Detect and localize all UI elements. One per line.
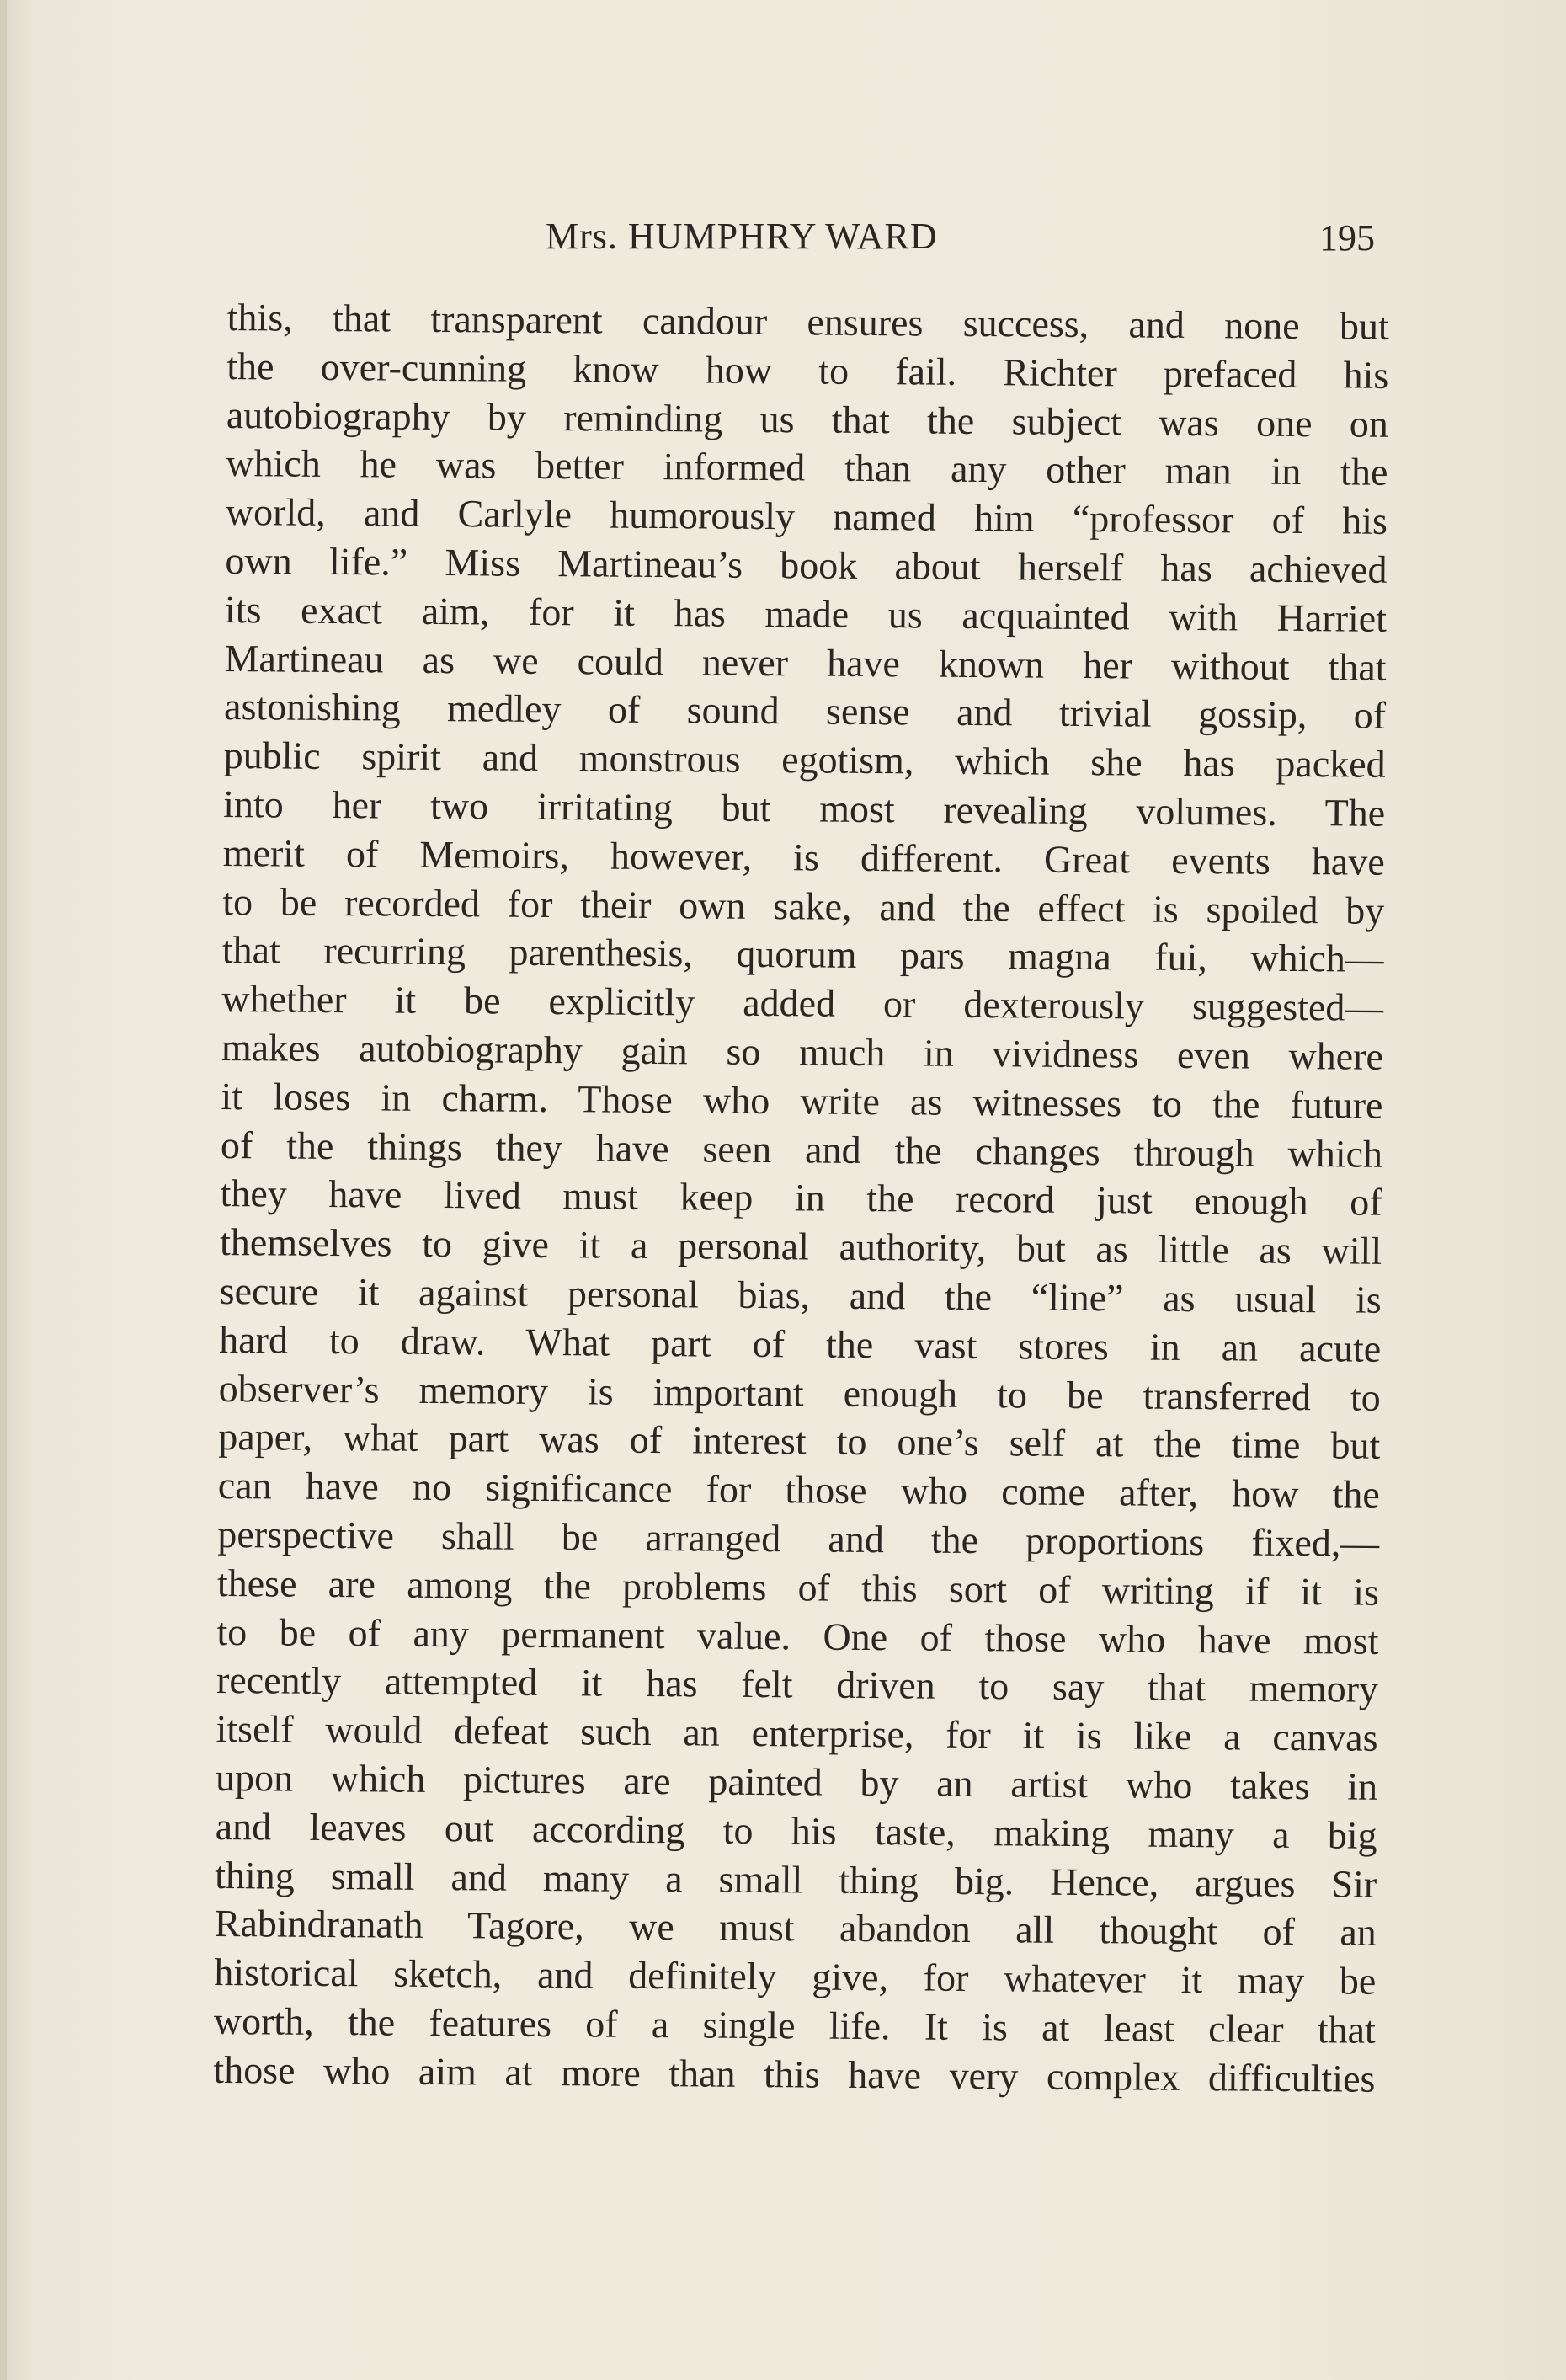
text-line: upon which pictures are painted by an artist who takes in: [215, 1755, 1378, 1808]
text-line: those who aim at more than this have very complex difficulties: [213, 2047, 1376, 2100]
text-line: themselves to give it a personal authority, but as little as will: [219, 1220, 1382, 1273]
text-line: merit of Memoirs, however, is different. Great events have: [222, 830, 1385, 883]
text-line: and leaves out according to his taste, making many a big: [215, 1804, 1377, 1857]
text-line: worth, the features of a single life. It is at least clear that: [213, 1998, 1377, 2052]
text-line: which he was better informed than any other man in the: [226, 441, 1388, 494]
text-line: perspective shall be arranged and the proportions fixed,—: [217, 1512, 1380, 1565]
text-line: to be of any permanent value. One of those who have most: [216, 1609, 1379, 1662]
text-line: makes autobiography gain so much in vividness even where: [221, 1025, 1384, 1078]
text-line: astonishing medley of sound sense and trivial gossip, of: [223, 685, 1387, 738]
text-line: to be recorded for their own sake, and the effect is spoiled by: [222, 879, 1385, 932]
text-line: Rabindranath Tagore, we must abandon all thought of an: [214, 1902, 1377, 1955]
text-line: this, that transparent candour ensures success, and none but: [226, 295, 1389, 348]
text-line: thing small and many a small thing big. Hence, argues Sir: [215, 1853, 1377, 1906]
text-line: they have lived must keep in the record just enough of: [220, 1171, 1382, 1225]
text-line: recently attempted it has felt driven to say that memory: [216, 1658, 1379, 1711]
text-line: secure it against personal bias, and the “line” as usual is: [219, 1268, 1382, 1321]
page-number: 195: [1319, 217, 1375, 259]
text-line: whether it be explicitly added or dexterously suggested—: [221, 977, 1384, 1029]
text-line: world, and Carlyle humorously named him “professor of his: [225, 490, 1388, 543]
body-text: [213, 293, 1389, 2103]
text-line: into her two irritating but most revealing volumes. The: [223, 782, 1386, 835]
text-line: Martineau as we could never have known her without that: [224, 636, 1387, 689]
text-line: public spirit and monstrous egotism, which she has packed: [223, 734, 1386, 786]
text-line: these are among the problems of this sort of writing if it is: [216, 1561, 1380, 1614]
text-line: of the things they have seen and the changes through which: [220, 1123, 1383, 1176]
text-line: observer’s memory is important enough to be transferred to: [218, 1366, 1381, 1419]
text-line: own life.” Miss Martineau’s book about herself has achieved: [225, 538, 1388, 591]
text-line: can have no significance for those who come after, how the: [217, 1464, 1381, 1516]
text-line: paper, what part was of interest to one’s self at the time but: [218, 1415, 1381, 1468]
text-line: itself would defeat such an enterprise, for it is like a canvas: [216, 1707, 1378, 1759]
running-title: Mrs. HUMPHRY WARD: [546, 216, 938, 257]
text-line: its exact aim, for it has made us acquainted with Harriet: [224, 587, 1388, 640]
text-line: it loses in charm. Those who write as witnesses to the future: [221, 1074, 1383, 1127]
text-line: autobiography by reminding us that the subject was one on: [226, 392, 1389, 446]
text-line: that recurring parenthesis, quorum pars magna fui, which—: [221, 928, 1385, 981]
text-line: the over-cunning know how to fail. Richter prefaced his: [226, 344, 1389, 397]
text-line: historical sketch, and definitely give, for whatever it may be: [214, 1950, 1377, 2003]
page-edge: [0, 0, 7, 2380]
running-head: [0, 215, 1566, 265]
text-line: hard to draw. What part of the vast stores in an acute: [219, 1317, 1382, 1370]
